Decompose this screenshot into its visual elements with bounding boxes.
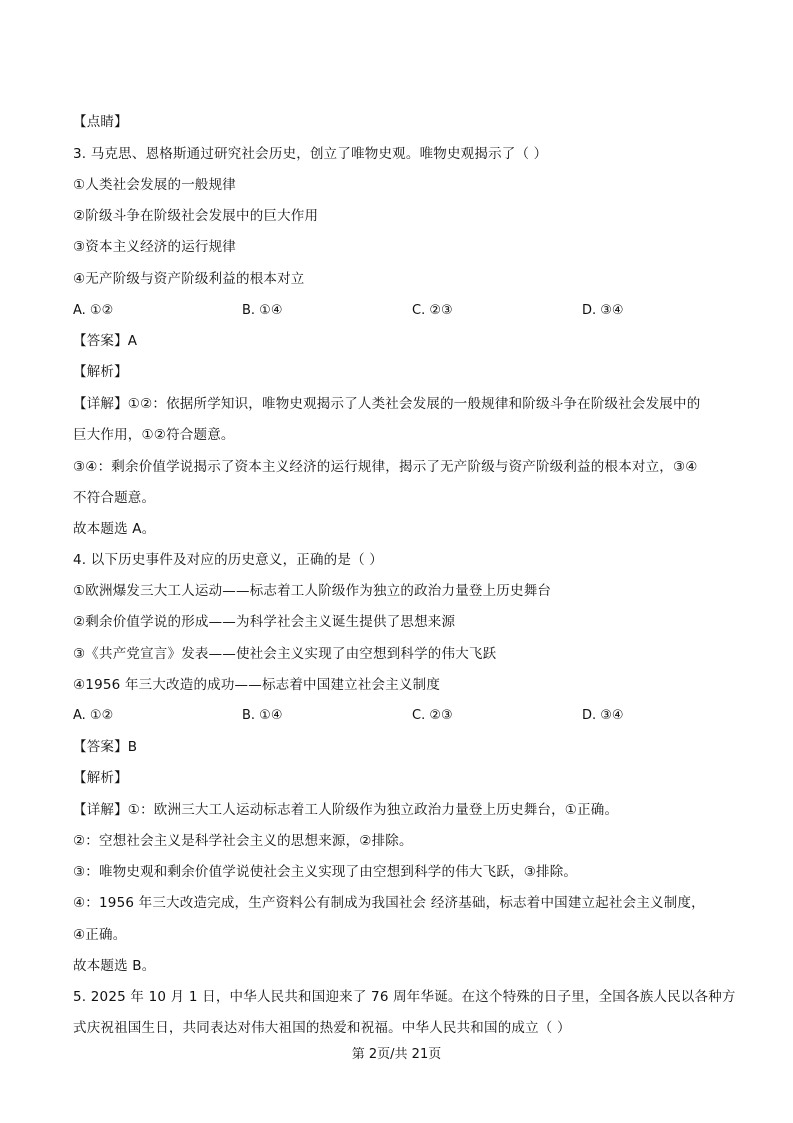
q4-option-c: C. ②③ [412,708,453,723]
q3-option-c: C. ②③ [412,303,453,318]
q3-answer: 【答案】A [73,333,138,349]
question-4-stem: 4. 以下历史事件及对应的历史意义，正确的是（ ） [73,552,383,568]
question-5-stem-line-2: 式庆祝祖国生日，共同表达对伟大祖国的热爱和祝福。中华人民共和国的成立（ ） [73,1020,571,1036]
q4-item-4: ④1956 年三大改造的成功——标志着中国建立社会主义制度 [73,677,441,693]
q3-option-b: B. ①④ [242,303,283,318]
q3-item-3: ③资本主义经济的运行规律 [73,239,237,255]
q4-option-b: B. ①④ [242,708,283,723]
dianjing-heading: 【点睛】 [73,114,128,130]
q3-option-a: A. ①② [73,303,114,318]
q4-detail-line-1: 【详解】①：欧洲三大工人运动标志着工人阶级作为独立政治力量登上历史舞台，①正确。 [73,802,619,818]
q3-conclusion: 故本题选 A。 [73,521,156,537]
q3-detail-line-4: 不符合题意。 [73,490,156,506]
q4-item-3: ③《共产党宣言》发表——使社会主义实现了由空想到科学的伟大飞跃 [73,646,497,662]
q3-item-1: ①人类社会发展的一般规律 [73,177,237,193]
q3-item-2: ②阶级斗争在阶级社会发展中的巨大作用 [73,208,319,224]
question-3-stem: 3. 马克思、恩格斯通过研究社会历史，创立了唯物史观。唯物史观揭示了（ ） [73,146,548,162]
q4-detail-line-5: ④正确。 [73,927,127,943]
q4-analysis-heading: 【解析】 [73,770,128,786]
q3-detail-line-1: 【详解】①②：依据所学知识，唯物史观揭示了人类社会发展的一般规律和阶级斗争在阶级社会发展中的 [73,396,701,412]
q3-detail-line-3: ③④：剩余价值学说揭示了资本主义经济的运行规律，揭示了无产阶级与资产阶级利益的根本对立，③④ [73,459,698,475]
q4-conclusion: 故本题选 B。 [73,958,156,974]
question-5-stem-line-1: 5. 2025 年 10 月 1 日，中华人民共和国迎来了 76 周年华诞。在这个特殊的日子里，全国各族人民以各种方 [73,989,736,1005]
q4-item-1: ①欧洲爆发三大工人运动——标志着工人阶级作为独立的政治力量登上历史舞台 [73,583,552,599]
q4-option-d: D. ③④ [582,708,624,723]
q4-item-2: ②剩余价值学说的形成——为科学社会主义诞生提供了思想来源 [73,614,456,630]
q4-detail-line-4: ④：1956 年三大改造完成，生产资料公有制成为我国社会 经济基础，标志着中国建立起社会主义制度， [73,895,705,911]
q4-option-a: A. ①② [73,708,114,723]
q4-detail-line-2: ②：空想社会主义是科学社会主义的思想来源，②排除。 [73,833,413,849]
q3-detail-line-2: 巨大作用，①②符合题意。 [73,427,235,443]
q3-item-4: ④无产阶级与资产阶级利益的根本对立 [73,271,305,287]
q3-analysis-heading: 【解析】 [73,364,128,380]
q4-detail-line-3: ③：唯物史观和剩余价值学说使社会主义实现了由空想到科学的伟大飞跃，③排除。 [73,864,578,880]
q3-option-d: D. ③④ [582,303,624,318]
q4-answer: 【答案】B [73,739,138,755]
page-footer: 第 2页/共 21页 [351,1047,442,1062]
